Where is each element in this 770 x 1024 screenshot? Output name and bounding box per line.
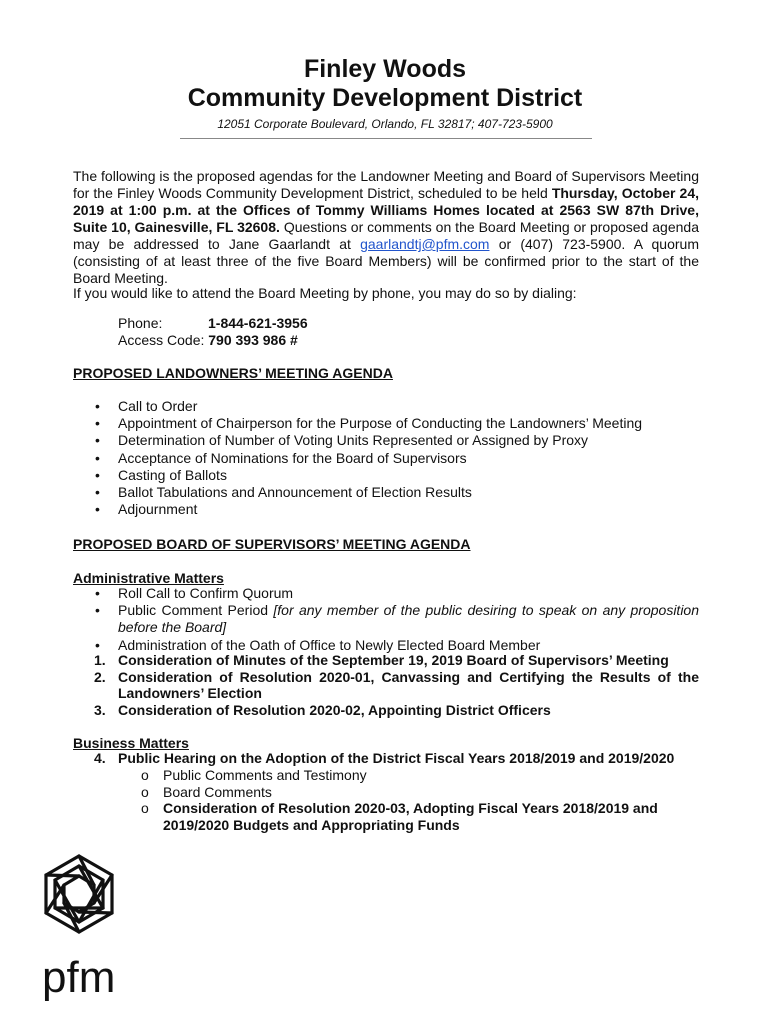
phone-label: Phone: <box>118 315 163 331</box>
item-number: 3. <box>94 701 106 718</box>
intro-text-3: or (407) 723-5900. A quorum (consisting of at least three of the five Board Members) will be confirmed prior to the start of the Board Meeting. <box>73 236 699 286</box>
numbered-item <box>73 702 699 719</box>
pfm-logo <box>38 852 120 1002</box>
bullet-icon: • <box>95 602 100 619</box>
list-item-text: Casting of Ballots <box>118 466 227 483</box>
phone-line <box>118 315 308 332</box>
bullet-icon: • <box>95 501 100 518</box>
access-code-value: 790 393 986 # <box>208 332 298 348</box>
pfm-logo-mark-icon <box>46 856 112 932</box>
bullet-icon: • <box>95 432 100 449</box>
access-code-line <box>118 332 298 349</box>
landowners-agenda-heading: PROPOSED LANDOWNERS’ MEETING AGENDA <box>73 365 393 381</box>
public-hearing-sublist <box>141 767 701 833</box>
item-text: Consideration of Resolution 2020-02, Appointing District Officers <box>118 701 551 718</box>
intro-paragraph <box>73 168 699 287</box>
sub-item <box>141 784 701 801</box>
item-text: Consideration of Resolution 2020-01, Canvassing and Certifying the Results of the Landowners’ Election <box>118 668 699 701</box>
list-item-text: Roll Call to Confirm Quorum <box>118 585 294 601</box>
list-item-italic-note: [for any member of the public desiring to speak on any proposition before the Board] <box>118 602 700 636</box>
document-title-line2: Community Development District <box>187 84 583 112</box>
circle-bullet-icon: o <box>141 767 149 783</box>
list-item <box>73 450 699 467</box>
sub-item-text: Board Comments <box>163 783 272 800</box>
numbered-item <box>73 669 699 702</box>
phone-number: 1-844-621-3956 <box>208 315 308 331</box>
list-item-text: Acceptance of Nominations for the Board of Supervisors <box>118 449 467 466</box>
bullet-icon: • <box>95 585 100 601</box>
sub-item <box>141 767 701 784</box>
pfm-logo-text: pfm <box>42 953 116 1002</box>
administrative-numbered-list <box>73 652 699 718</box>
list-item-text: Administration of the Oath of Office to Newly Elected Board Member <box>118 636 541 653</box>
contact-email-link[interactable]: gaarlandtj@pfm.com <box>360 236 490 252</box>
district-address: 12051 Corporate Boulevard, Orlando, FL 32817; 407-723-5900 <box>217 117 553 131</box>
bullet-icon: • <box>95 449 100 466</box>
document-title-line1: Finley Woods <box>303 55 467 83</box>
list-item <box>73 585 699 602</box>
board-agenda-heading: PROPOSED BOARD OF SUPERVISORS’ MEETING AGENDA <box>73 536 471 552</box>
administrative-matters-list <box>73 585 699 654</box>
sub-item-text: Public Comments and Testimony <box>163 767 367 783</box>
list-item <box>73 602 699 636</box>
access-code-label: Access Code: <box>118 332 205 348</box>
administrative-matters-heading: Administrative Matters <box>73 570 224 586</box>
bullet-icon: • <box>95 415 100 432</box>
item-number: 1. <box>94 652 106 668</box>
sub-item-text: Consideration of Resolution 2020-03, Adopting Fiscal Years 2018/2019 and 2019/2020 Budgets and Appropriating Funds <box>163 800 658 833</box>
business-numbered-list <box>73 750 699 767</box>
numbered-item <box>73 652 699 669</box>
list-item-text: Adjournment <box>118 501 198 518</box>
list-item-text: Call to Order <box>118 398 198 414</box>
intro-text-2: Questions or comments on the Board Meeting or proposed agenda may be addressed to Jane Gaarlandt at <box>73 219 699 252</box>
circle-bullet-icon: o <box>141 800 149 816</box>
list-item-text: Appointment of Chairperson for the Purpose of Conducting the Landowners’ Meeting <box>118 415 643 432</box>
bullet-icon: • <box>95 484 100 501</box>
meeting-date-location: Thursday, October 24, 2019 at 1:00 p.m. at the Offices of Tommy Williams Homes located at 2563 SW 87th Drive, Suite 10, Gainesville, FL 32608. <box>73 185 699 235</box>
list-item <box>73 415 699 432</box>
business-matters-heading: Business Matters <box>73 735 189 751</box>
list-item-text: Ballot Tabulations and Announcement of Election Results <box>118 484 472 501</box>
list-item <box>73 432 699 449</box>
bullet-icon: • <box>95 466 100 483</box>
numbered-item <box>73 750 699 767</box>
list-item-text: Public Comment Period <box>118 602 274 619</box>
item-text: Public Hearing on the Adoption of the District Fiscal Years 2018/2019 and 2019/2020 <box>118 750 675 766</box>
bullet-icon: • <box>95 636 100 653</box>
list-item <box>73 501 699 518</box>
intro-text-1: The following is the proposed agendas for the Landowner Meeting and Board of Supervisors Meeting for the Finley Woods Community Development District, scheduled to be held <box>73 168 699 201</box>
item-number: 4. <box>94 750 106 766</box>
list-item <box>73 467 699 484</box>
bullet-icon: • <box>95 398 100 414</box>
item-number: 2. <box>94 668 106 685</box>
landowners-agenda-list <box>73 398 699 518</box>
phone-intro: If you would like to attend the Board Meeting by phone, you may do so by dialing: <box>73 285 577 301</box>
sub-item <box>141 800 701 833</box>
list-item-text: Determination of Number of Voting Units Represented or Assigned by Proxy <box>118 432 589 449</box>
circle-bullet-icon: o <box>141 783 149 800</box>
header-divider <box>180 138 592 139</box>
list-item <box>73 398 699 415</box>
list-item <box>73 484 699 501</box>
item-text: Consideration of Minutes of the September 19, 2019 Board of Supervisors’ Meeting <box>118 652 669 668</box>
